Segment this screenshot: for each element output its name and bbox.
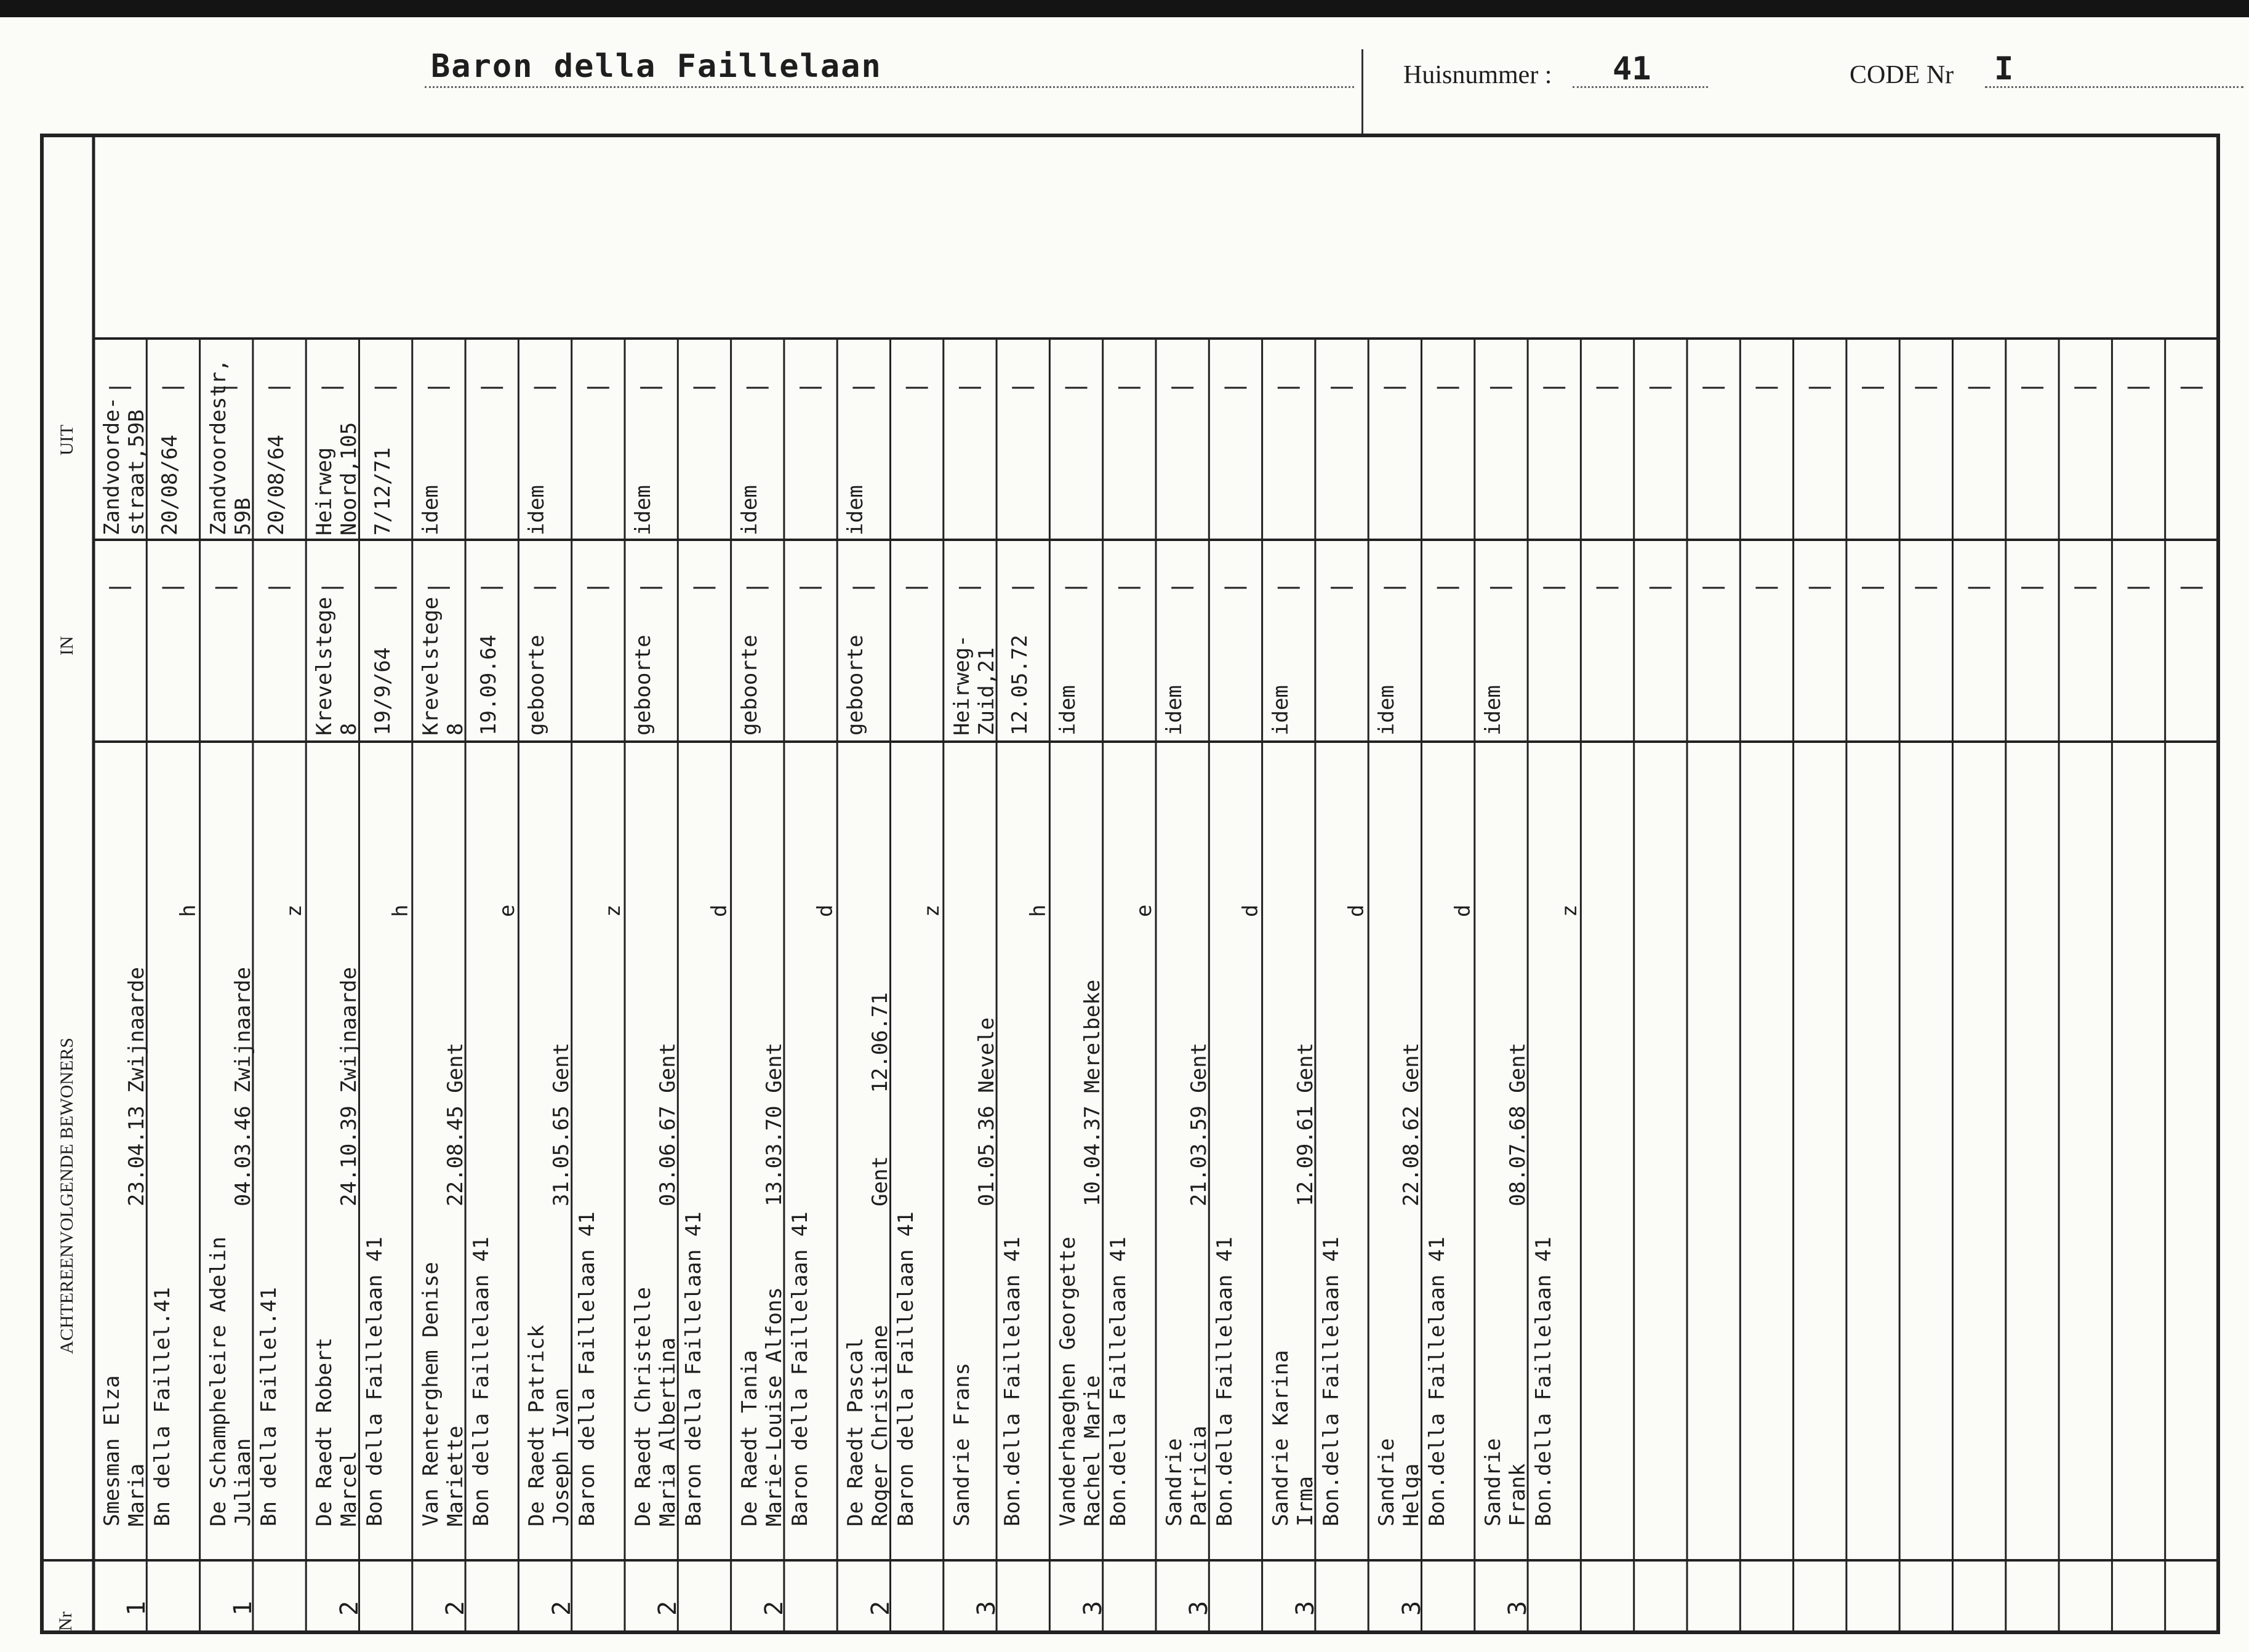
- resident-birth: 31.05.65 Gent: [549, 1042, 574, 1206]
- household-tag: h: [388, 904, 413, 917]
- resident-birth: 22.08.45 Gent: [443, 1042, 468, 1206]
- resident-name: Van Renterghem Denise: [418, 1262, 443, 1526]
- col-label-in: IN: [57, 636, 77, 656]
- col-label-nr: Nr: [55, 1611, 76, 1631]
- resident-second-name: Marie-Louise Alfons: [761, 1287, 787, 1526]
- in-date: 19.09.64: [476, 635, 502, 736]
- in-place: idem: [1162, 685, 1187, 736]
- street-name: Baron della Faillelaan: [431, 48, 882, 85]
- resident-second-name: Mariette: [443, 1425, 468, 1526]
- uit-date: 20/08/64: [158, 435, 183, 535]
- resident-name: Smesman Elza: [100, 1375, 124, 1526]
- in-place: idem: [1480, 685, 1505, 736]
- resident-address: Bon.della Faillelaan 41: [1318, 1237, 1344, 1526]
- resident-name: De Raedt Patrick: [524, 1325, 550, 1526]
- resident-second-name: Juliaan: [230, 1438, 255, 1526]
- resident-birth: 22.08.62 Gent: [1399, 1042, 1424, 1206]
- huisnummer-value: 41: [1613, 50, 1651, 87]
- row-nr: 2: [760, 1600, 789, 1616]
- household-tag: h: [1025, 904, 1051, 917]
- in-place: geboorte: [524, 635, 550, 736]
- in-place: Krevelstege 8: [418, 596, 468, 736]
- in-date: 19/9/64: [370, 647, 395, 736]
- household-tag: d: [1450, 904, 1475, 917]
- uit-place: idem: [843, 485, 868, 535]
- uit-place: Heirweg Noord,105: [312, 422, 362, 535]
- in-place: idem: [1374, 685, 1400, 736]
- resident-name: Sandrie: [1162, 1438, 1187, 1526]
- col-label-bewoners: ACHTEREENVOLGENDE BEWONERS: [57, 1037, 77, 1354]
- household-tag: z: [919, 904, 944, 917]
- uit-place: idem: [631, 485, 655, 535]
- uit-date: 20/08/64: [263, 435, 289, 535]
- resident-name: De Raedt Robert: [312, 1337, 337, 1526]
- resident-name: Sandrie: [1374, 1438, 1400, 1526]
- in-place: Heirweg- Zuid,21: [949, 635, 999, 736]
- resident-second-name: Maria Albertina: [655, 1337, 680, 1526]
- household-tag: d: [1344, 904, 1369, 917]
- resident-birth: 24.10.39 Zwijnaarde: [337, 967, 362, 1206]
- uit-place: idem: [418, 485, 443, 535]
- resident-second-name: Helga: [1399, 1463, 1424, 1526]
- resident-address: Bon.della Faillelaan 41: [1425, 1237, 1450, 1526]
- in-place: geboorte: [737, 635, 762, 736]
- resident-address: Bon della Faillelaan 41: [363, 1237, 388, 1526]
- in-place: idem: [1268, 685, 1293, 736]
- resident-name: Vanderhaeghen Georgette: [1056, 1237, 1081, 1526]
- resident-second-name: Joseph Ivan: [549, 1387, 574, 1526]
- resident-second-name: Maria: [124, 1463, 149, 1526]
- row-nr: 2: [654, 1600, 683, 1616]
- household-tag: z: [1557, 904, 1582, 917]
- resident-second-name: Irma: [1293, 1476, 1318, 1526]
- resident-address: Bon.della Faillelaan 41: [1213, 1237, 1237, 1526]
- resident-birth: 10.04.37 Merelbeke: [1080, 979, 1105, 1206]
- resident-name: Sandrie Karina: [1268, 1350, 1293, 1526]
- household-tag: d: [1238, 904, 1263, 917]
- resident-address: Baron della Faillelaan 41: [575, 1211, 600, 1526]
- row-nr: 3: [1397, 1600, 1426, 1616]
- resident-second-name: Rachel Marie: [1080, 1375, 1105, 1526]
- household-tag: z: [601, 904, 626, 917]
- row-nr: 2: [335, 1600, 364, 1616]
- household-tag: d: [813, 904, 838, 917]
- resident-second-name: Roger Christiane: [868, 1325, 893, 1526]
- resident-birth: 13.03.70 Gent: [761, 1042, 787, 1206]
- resident-address: Baron della Faillelaan 41: [787, 1211, 812, 1526]
- uit-date: 7/12/71: [370, 447, 395, 535]
- resident-birth: 04.03.46 Zwijnaarde: [230, 967, 255, 1206]
- resident-name: Sandrie: [1480, 1438, 1505, 1526]
- in-place: geboorte: [843, 635, 868, 736]
- row-nr: 2: [441, 1600, 470, 1616]
- row-nr: 3: [1185, 1600, 1214, 1616]
- resident-second-name: Marcel: [337, 1451, 362, 1526]
- resident-second-name: Frank: [1505, 1463, 1530, 1526]
- row-nr: 3: [1291, 1600, 1320, 1616]
- row-nr: 1: [229, 1600, 258, 1616]
- household-tag: h: [175, 904, 201, 917]
- uit-place: idem: [524, 485, 550, 535]
- row-nr: 3: [1078, 1600, 1107, 1616]
- resident-birth: 01.05.36 Nevele: [974, 1017, 999, 1206]
- row-nr: 1: [122, 1600, 151, 1616]
- resident-name: Sandrie Frans: [949, 1362, 974, 1526]
- in-place: Krevelstege 8: [312, 596, 362, 736]
- resident-second-name: Patricia: [1187, 1425, 1211, 1526]
- col-label-uit: UIT: [57, 425, 77, 455]
- in-date: 12.05.72: [1008, 635, 1033, 736]
- resident-address: Bon.della Faillelaan 41: [1000, 1237, 1025, 1526]
- resident-name: De Raedt Tania: [737, 1350, 762, 1526]
- in-place: geboorte: [631, 635, 655, 736]
- resident-name: De Raedt Christelle: [631, 1287, 655, 1526]
- resident-birth: 08.07.68 Gent: [1505, 1042, 1530, 1206]
- row-nr: 3: [972, 1600, 1001, 1616]
- resident-name: De Raedt Pascal: [843, 1337, 868, 1526]
- resident-address: Bn della Faillel.41: [150, 1287, 175, 1526]
- resident-address: Bon.della Faillelaan 41: [1531, 1237, 1556, 1526]
- code-value: I: [1994, 50, 2014, 87]
- household-tag: d: [707, 904, 732, 917]
- row-nr: 2: [866, 1600, 895, 1616]
- resident-birth: 12.09.61 Gent: [1293, 1042, 1318, 1206]
- resident-birth: 21.03.59 Gent: [1187, 1042, 1211, 1206]
- household-tag: e: [494, 904, 519, 917]
- code-label: CODE Nr: [1850, 61, 1954, 89]
- uit-place: Zandvoorde- straat,59B: [100, 396, 149, 535]
- resident-address: Bon della Faillelaan 41: [468, 1237, 494, 1526]
- in-place: idem: [1056, 685, 1081, 736]
- resident-address: Bn della Faillel.41: [256, 1287, 281, 1526]
- uit-place: idem: [737, 485, 762, 535]
- resident-address: Baron della Faillelaan 41: [681, 1211, 706, 1526]
- row-nr: 2: [547, 1600, 576, 1616]
- uit-place: Zandvoordestr, 59B: [206, 359, 255, 535]
- huisnummer-label: Huisnummer :: [1403, 61, 1552, 89]
- resident-address: Bon.della Faillelaan 41: [1106, 1237, 1131, 1526]
- resident-address: Baron della Faillelaan 41: [894, 1211, 919, 1526]
- household-tag: z: [282, 904, 307, 917]
- resident-name: De Schampheleire Adelin: [206, 1237, 231, 1526]
- resident-birth: 23.04.13 Zwijnaarde: [124, 967, 149, 1206]
- household-tag: e: [1132, 904, 1157, 917]
- row-nr: 3: [1504, 1600, 1533, 1616]
- resident-birth: 03.06.67 Gent: [655, 1042, 680, 1206]
- resident-birth: Gent 12.06.71: [868, 992, 893, 1206]
